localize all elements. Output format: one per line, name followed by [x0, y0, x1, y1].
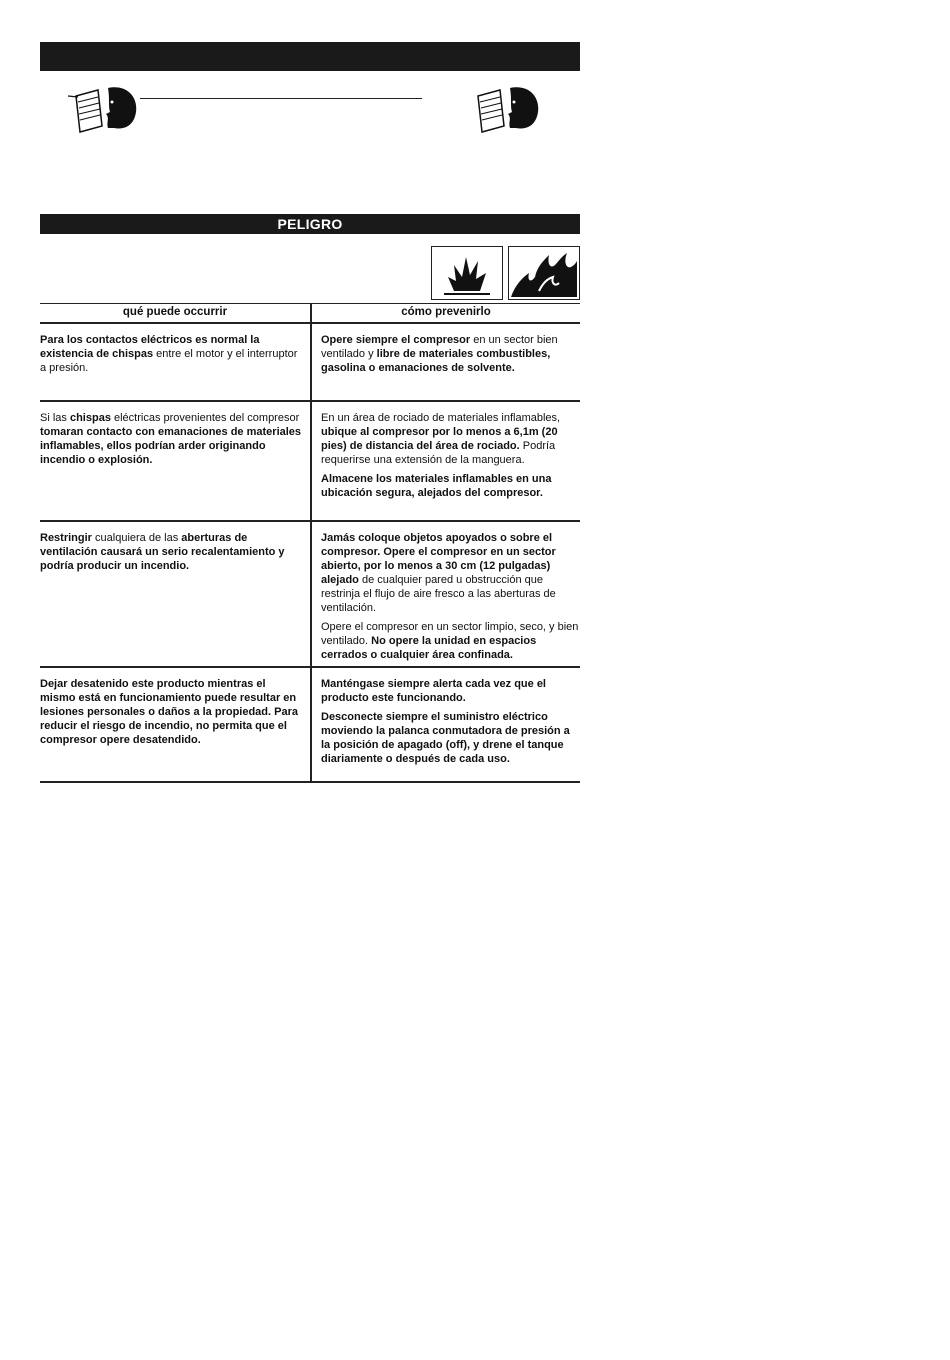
read-manual-icon	[68, 82, 138, 138]
hazard-cell	[40, 531, 302, 578]
read-manual-icon	[470, 82, 540, 138]
hazard-cell	[40, 411, 302, 472]
table-row	[40, 402, 580, 522]
header-rule	[140, 98, 422, 99]
column-header-what: qué puede occurrir	[122, 306, 228, 318]
cell-paragraph: Dejar desatenido este producto mientras el mismo está en funcionamiento puede resultar en lesiones personales o daños a la propiedad. Para reducir el riesgo de incendio, no permita que el compresor opere desatendido.	[40, 678, 298, 746]
fire-icon	[508, 246, 580, 300]
cell-paragraph: Restringir cualquiera de las aberturas de ventilación causará un serio recalentamiento y podría producir un incendio.	[40, 532, 285, 572]
hazard-cell	[40, 333, 302, 380]
danger-title: PELIGRO	[40, 214, 580, 234]
prevention-cell	[321, 531, 579, 667]
prevention-cell	[321, 333, 579, 380]
explosion-icon	[431, 246, 503, 300]
cell-paragraph: Si las chispas eléctricas provenientes del compresor tomaran contacto con emanaciones de materiales inflamables, ellos podrían arder originando incendio o explosión.	[40, 412, 302, 466]
cell-paragraph: Opere siempre el compresor en un sector bien ventilado y libre de materiales combustibles, gasolina o emanaciones de solvente.	[321, 334, 558, 374]
cell-paragraph: Jamás coloque objetos apoyados o sobre el compresor. Opere el compresor en un sector abierto, por lo menos a 30 cm (12 pulgadas) alejado de cualquier pared u obstrucción que restrinja el flujo de aire fresco a las aberturas de ventilación.	[321, 532, 556, 614]
table-header	[40, 303, 580, 324]
table-row	[40, 522, 580, 668]
hazard-table	[40, 303, 580, 783]
table-row	[40, 668, 580, 783]
header-banner	[40, 42, 580, 71]
cell-paragraph: Opere el compresor en un sector limpio, seco, y bien ventilado. No opere la unidad en espacios cerrados o cualquier área confinada.	[321, 621, 579, 661]
cell-paragraph: Para los contactos eléctricos es normal la existencia de chispas entre el motor y el interruptor a presión.	[40, 334, 298, 374]
cell-paragraph: En un área de rociado de materiales inflamables, ubique al compresor por lo menos a 6,1m (20 pies) de distancia del área de rociado. Podría requerirse una extensión de la manguera.	[321, 412, 561, 466]
cell-paragraph: Desconecte siempre el suministro eléctrico moviendo la palanca conmutadora de presión a la posición de apagado (off), y drene el tanque diariamente o después de cada uso.	[321, 711, 570, 765]
prevention-cell	[321, 411, 579, 505]
table-row	[40, 324, 580, 402]
cell-paragraph: Almacene los materiales inflamables en una ubicación segura, alejados del compresor.	[321, 473, 552, 499]
hazard-cell	[40, 677, 302, 752]
cell-paragraph: Manténgase siempre alerta cada vez que el producto este funcionando.	[321, 678, 546, 704]
column-header-how: cómo prevenirlo	[401, 306, 491, 318]
prevention-cell	[321, 677, 579, 771]
